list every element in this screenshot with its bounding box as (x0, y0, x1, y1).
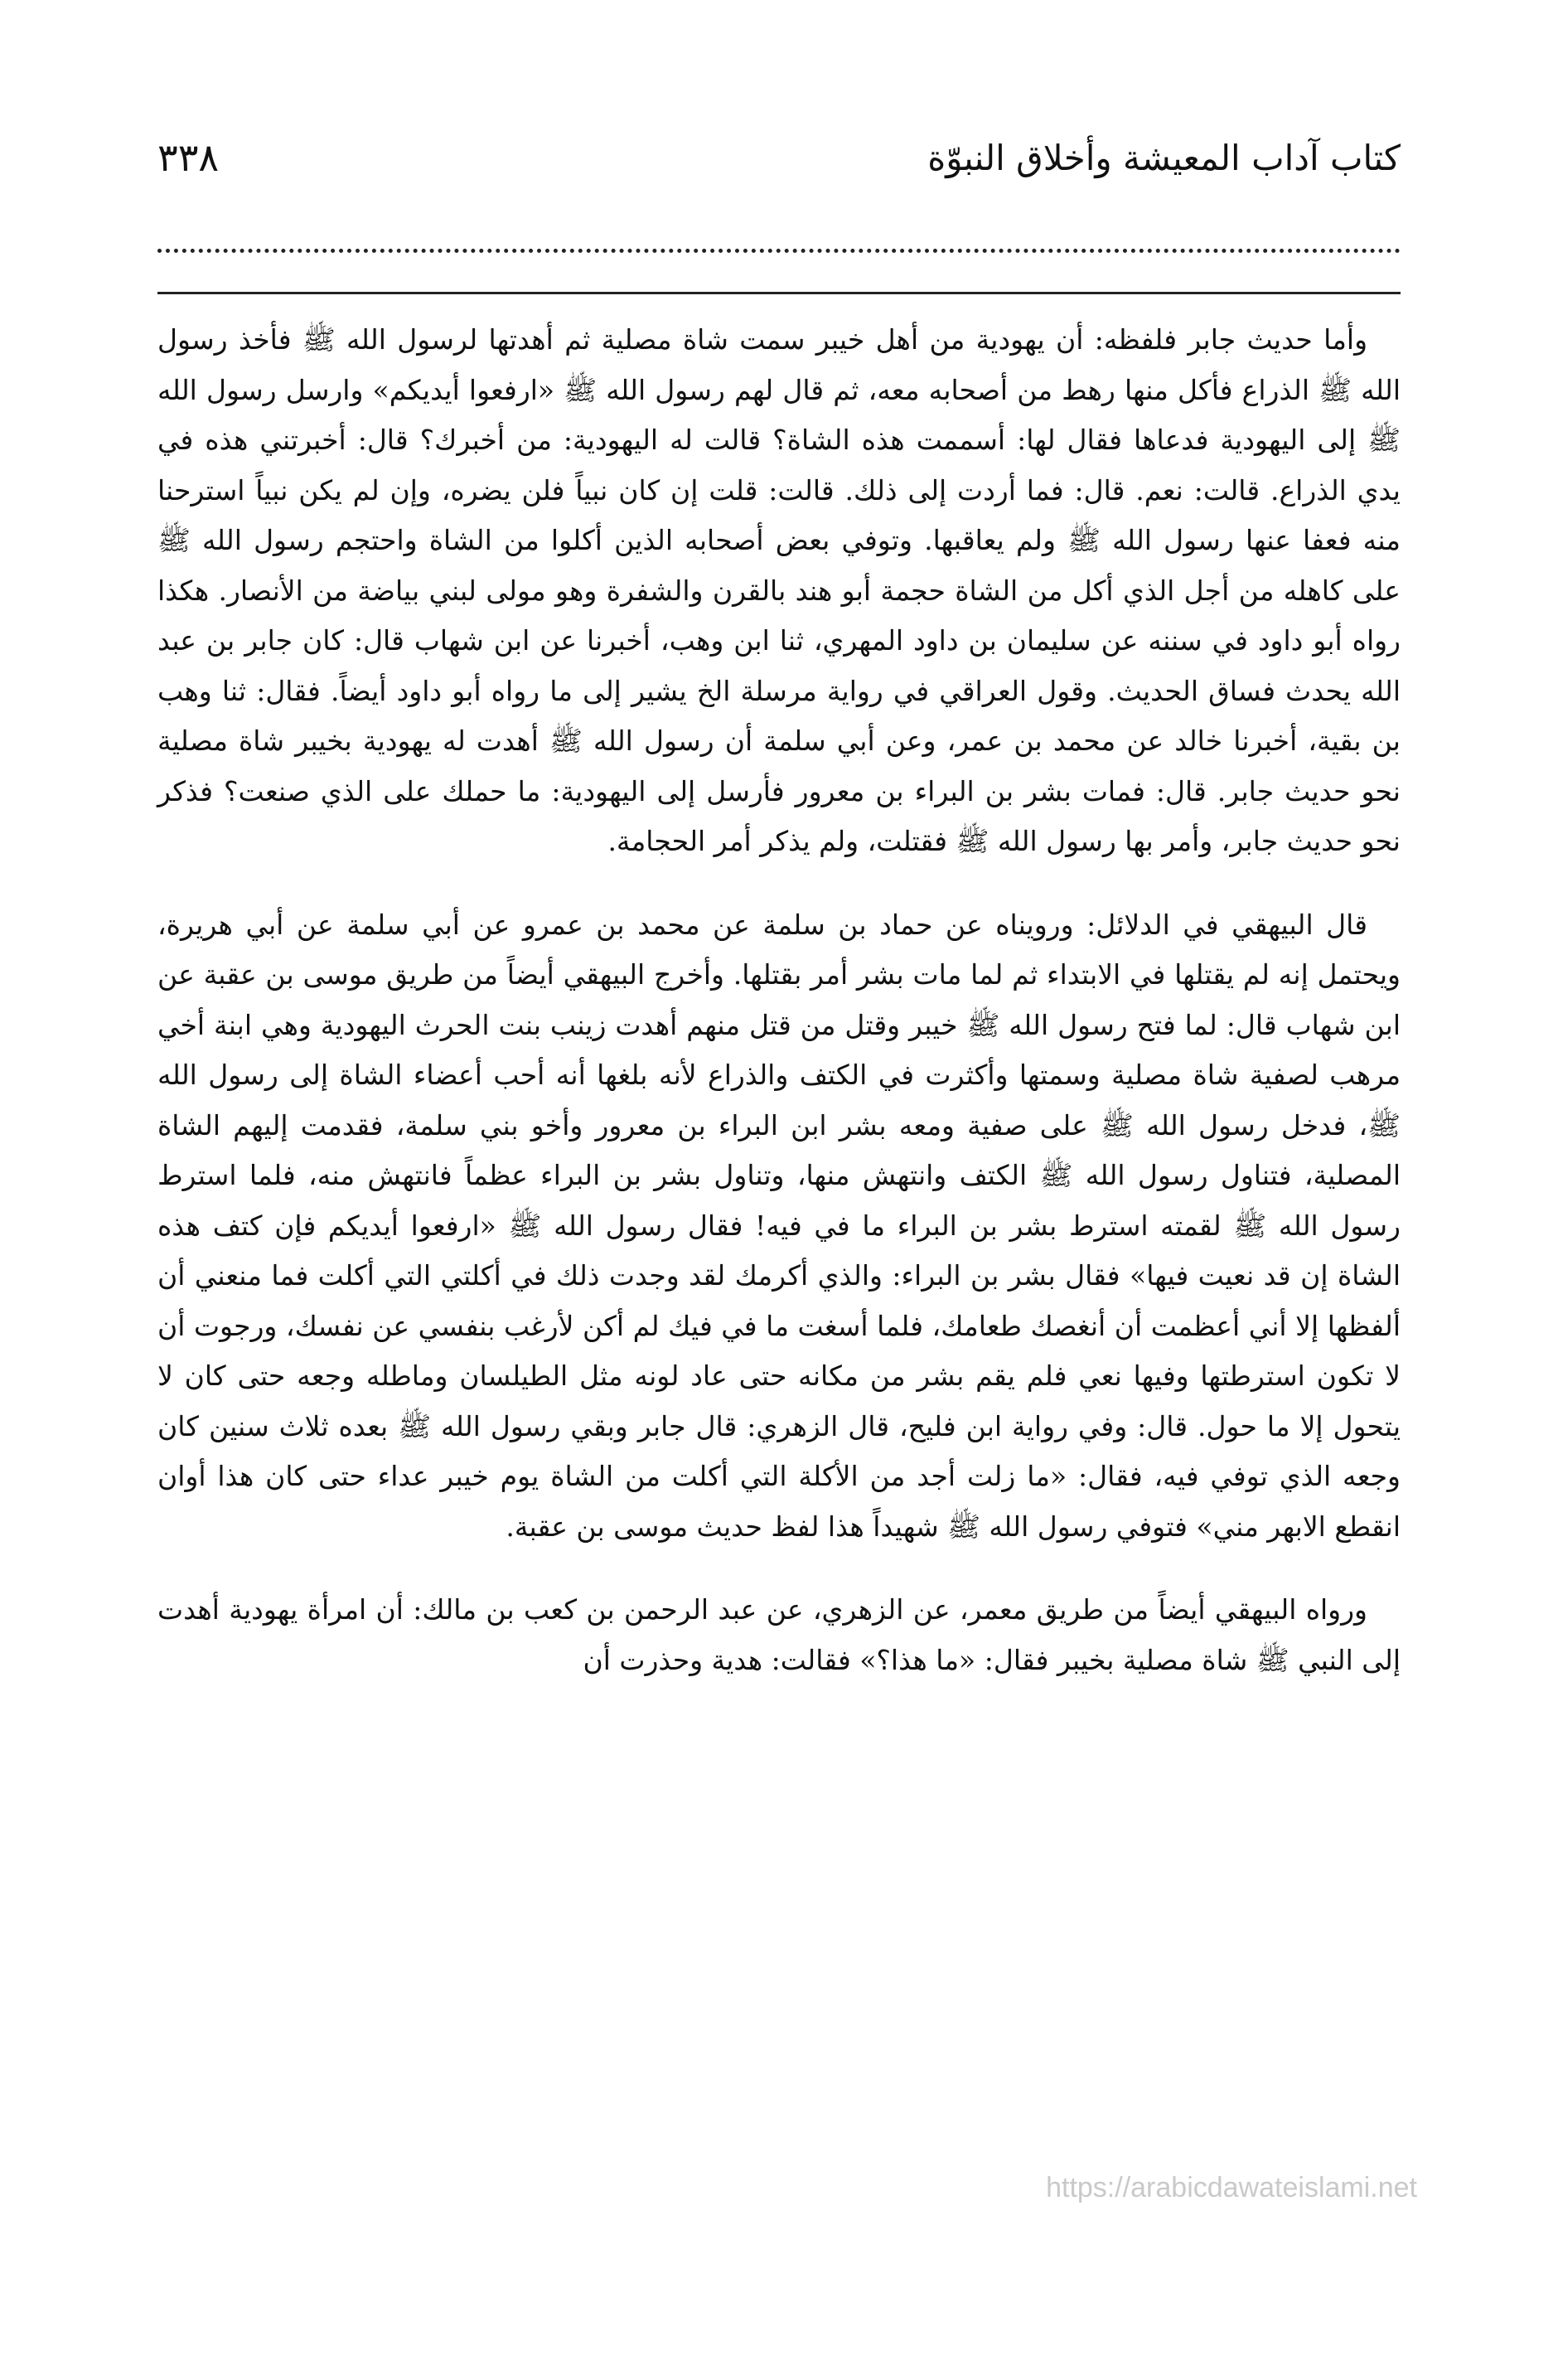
book-title: كتاب آداب المعيشة وأخلاق النبوّة (927, 137, 1401, 178)
body-text (157, 315, 1401, 1685)
paragraph-spacer (157, 867, 1401, 900)
paragraph-spacer (157, 1552, 1401, 1585)
dotted-divider (157, 249, 1401, 253)
watermark-url: https://arabicdawateislami.net (1046, 2172, 1417, 2203)
page-number: ٣٣٨ (157, 135, 220, 180)
paragraph: وأما حديث جابر فلفظه: أن يهودية من أهل خيبر سمت شاة مصلية ثم أهدتها لرسول الله ﷺ فأخذ رسول الله ﷺ الذراع فأكل منها رهط من أصحابه معه، ثم قال لهم رسول الله ﷺ «ارفعوا أيديكم» وارسل رسول الله ﷺ إلى اليهودية فدعاها فقال لها: أسممت هذه الشاة؟ قالت له اليهودية: من أخبرك؟ قال: أخبرتني هذه في يدي الذراع. قالت: نعم. قال: فما أردت إلى ذلك. قالت: قلت إن كان نبياً فلن يضره، وإن لم يكن نبياً استرحنا منه فعفا عنها رسول الله ﷺ ولم يعاقبها. وتوفي بعض أصحابه الذين أكلوا من الشاة واحتجم رسول الله ﷺ على كاهله من أجل الذي أكل من الشاة حجمة أبو هند بالقرن والشفرة وهو مولى لبني بياضة من الأنصار. هكذا رواه أبو داود في سننه عن سليمان بن داود المهري، ثنا ابن وهب، أخبرنا عن ابن شهاب قال: كان جابر بن عبد الله يحدث فساق الحديث. وقول العراقي في رواية مرسلة الخ يشير إلى ما رواه أبو داود أيضاً. فقال: ثنا وهب بن بقية، أخبرنا خالد عن محمد بن عمر، وعن أبي سلمة أن رسول الله ﷺ أهدت له يهودية بخيبر شاة مصلية نحو حديث جابر. قال: فمات بشر بن البراء بن معرور فأرسل إلى اليهودية: ما حملك على الذي صنعت؟ فذكر نحو حديث جابر، وأمر بها رسول الله ﷺ فقتلت، ولم يذكر أمر الحجامة. (157, 323, 1401, 857)
paragraph: قال البيهقي في الدلائل: ورويناه عن حماد بن سلمة عن محمد بن عمرو عن أبي سلمة عن أبي هريرة، ويحتمل إنه لم يقتلها في الابتداء ثم لما مات بشر أمر بقتلها. وأخرج البيهقي أيضاً من طريق موسى بن عقبة عن ابن شهاب قال: لما فتح رسول الله ﷺ خيبر وقتل من قتل منهم أهدت زينب بنت الحرث اليهودية وهي ابنة أخي مرهب لصفية شاة مصلية وسمتها وأكثرت في الكتف والذراع لأنه بلغها أنه أحب أعضاء الشاة إلى رسول الله ﷺ، فدخل رسول الله ﷺ على صفية ومعه بشر ابن البراء بن معرور وأخو بني سلمة، فقدمت إليهم الشاة المصلية، فتناول رسول الله ﷺ الكتف وانتهش منها، وتناول بشر بن البراء عظماً فانتهش منه، فلما استرط رسول الله ﷺ لقمته استرط بشر بن البراء ما في فيه! فقال رسول الله ﷺ «ارفعوا أيديكم فإن كتف هذه الشاة إن قد نعيت فيها» فقال بشر بن البراء: والذي أكرمك لقد وجدت ذلك في أكلتي التي أكلت فما منعني أن ألفظها إلا أني أعظمت أن أنغصك طعامك، فلما أسغت ما في فيك لم أكن لأرغب بنفسي عن نفسك، ورجوت أن لا تكون استرطتها وفيها نعي فلم يقم بشر من مكانه حتى عاد لونه مثل الطيلسان وماطله وجعه حتى كان لا يتحول إلا ما حول. قال: وفي رواية ابن فليح، قال الزهري: قال جابر وبقي رسول الله ﷺ بعده ثلاث سنين كان وجعه الذي توفي فيه، فقال: «ما زلت أجد من الأكلة التي أكلت من الشاة يوم خيبر عداء حتى كان هذا أوان انقطع الابهر مني» فتوفي رسول الله ﷺ شهيداً هذا لفظ حديث موسى بن عقبة. (157, 908, 1401, 1543)
paragraph: ورواه البيهقي أيضاً من طريق معمر، عن الزهري، عن عبد الرحمن بن كعب بن مالك: أن امرأة يهودية أهدت إلى النبي ﷺ شاة مصلية بخيبر فقال: «ما هذا؟» فقالت: هدية وحذرت أن (157, 1593, 1401, 1676)
solid-divider (157, 292, 1401, 294)
page-header (157, 124, 1401, 191)
